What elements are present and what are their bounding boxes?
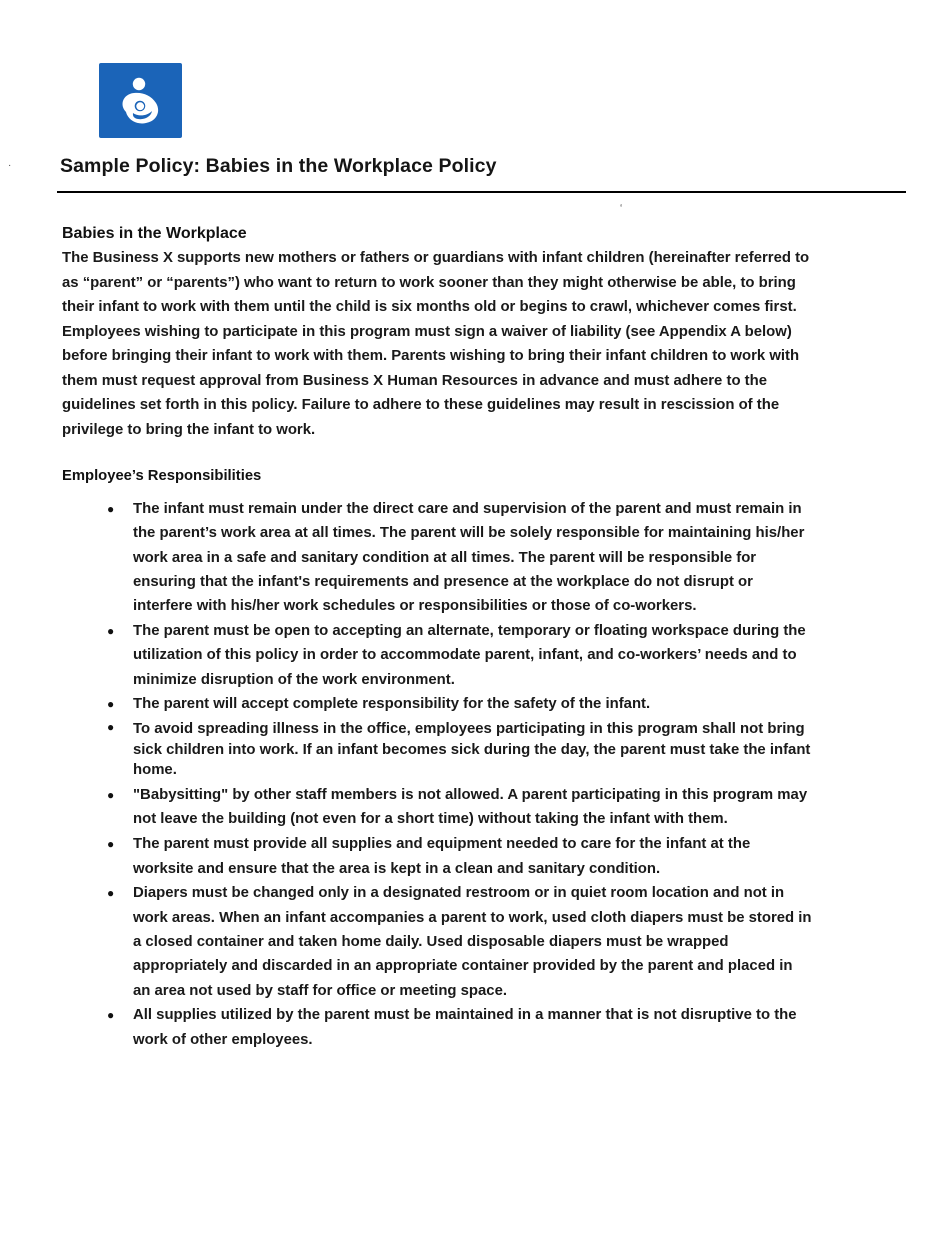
list-item-text: The parent will accept complete responsibility for the safety of the infant.	[133, 696, 651, 713]
responsibilities-section	[62, 465, 822, 487]
list-item	[107, 832, 813, 881]
list-item-text: The infant must remain under the direct care and supervision of the parent and must remain in the parent’s work area at all times. The parent will be solely responsible for maintaining his/her work area in a safe and sanitary condition at all times. The parent will be responsible for ensuring that the infant's requirements and presence at the workplace do not disrupt or interfere with his/her work schedules or responsibilities or those of co-workers.	[133, 501, 805, 615]
title-divider	[57, 191, 906, 193]
list-item	[107, 717, 813, 783]
list-item-text: All supplies utilized by the parent must be maintained in a manner that is not disruptive to the work of other employees.	[133, 1007, 797, 1048]
bullet-icon: ●	[107, 837, 115, 852]
bullet-icon: ●	[107, 697, 115, 712]
bullet-icon: ●	[107, 720, 115, 735]
responsibilities-list	[107, 497, 813, 1052]
intro-paragraph: The Business X supports new mothers or fathers or guardians with infant children (hereinafter referred to as “parent” or “parents”) who want to return to work sooner than they might otherwise be able, to bring their infant to work with them until the child is six months old or begins to crawl, whichever comes first. Employees wishing to participate in this program must sign a waiver of liability (see Appendix A below) before bringing their infant to work with them. Parents wishing to bring their infant children to work with them must request approval from Business X Human Resources in advance and must adhere to the guidelines set forth in this policy. Failure to adhere to these guidelines may result in rescission of the privilege to bring the infant to work.	[62, 250, 810, 438]
list-item-text: "Babysitting" by other staff members is not allowed. A parent participating in this program may not leave the building (not even for a short time) without taking the infant with them.	[133, 787, 808, 828]
bullet-icon: ●	[107, 886, 115, 901]
section-heading-babies-in-workplace: Babies in the Workplace	[62, 225, 247, 242]
list-item	[107, 1003, 813, 1052]
bullet-icon: ●	[107, 1008, 115, 1023]
breastfeeding-logo	[99, 63, 182, 138]
breastfeeding-icon	[99, 63, 182, 138]
page-title: Sample Policy: Babies in the Workplace Policy	[60, 155, 497, 177]
bullet-icon: ●	[107, 623, 115, 638]
section-heading-employee-responsibilities: Employee’s Responsibilities	[62, 468, 262, 484]
scan-mark: ‘	[620, 203, 623, 214]
intro-section	[62, 223, 822, 442]
list-item	[107, 692, 813, 716]
list-item-text: To avoid spreading illness in the office, employees participating in this program shall not bring sick children into work. If an infant becomes sick during the day, the parent must take the infant home.	[133, 721, 811, 779]
bullet-icon: ●	[107, 502, 115, 516]
bullet-icon: ●	[107, 788, 115, 803]
list-item	[107, 881, 813, 1002]
list-item-text: The parent must be open to accepting an alternate, temporary or floating workspace during the utilization of this policy in order to accommodate parent, infant, and co-workers’ needs and to minimize disruption of the work environment.	[133, 622, 806, 688]
list-item	[107, 497, 813, 618]
list-item-text: Diapers must be changed only in a designated restroom or in quiet room location and not in work areas. When an infant accompanies a parent to work, used cloth diapers must be stored in a closed container and taken home daily. Used disposable diapers must be wrapped appropriately and discarded in an appropriate container provided by the parent and placed in an area not used by staff for office or meeting space.	[133, 885, 812, 999]
list-item-text: The parent must provide all supplies and equipment needed to care for the infant at the worksite and ensure that the area is kept in a clean and sanitary condition.	[133, 836, 751, 877]
scan-mark: ·	[8, 160, 12, 171]
list-item	[107, 619, 813, 692]
list-item	[107, 783, 813, 832]
